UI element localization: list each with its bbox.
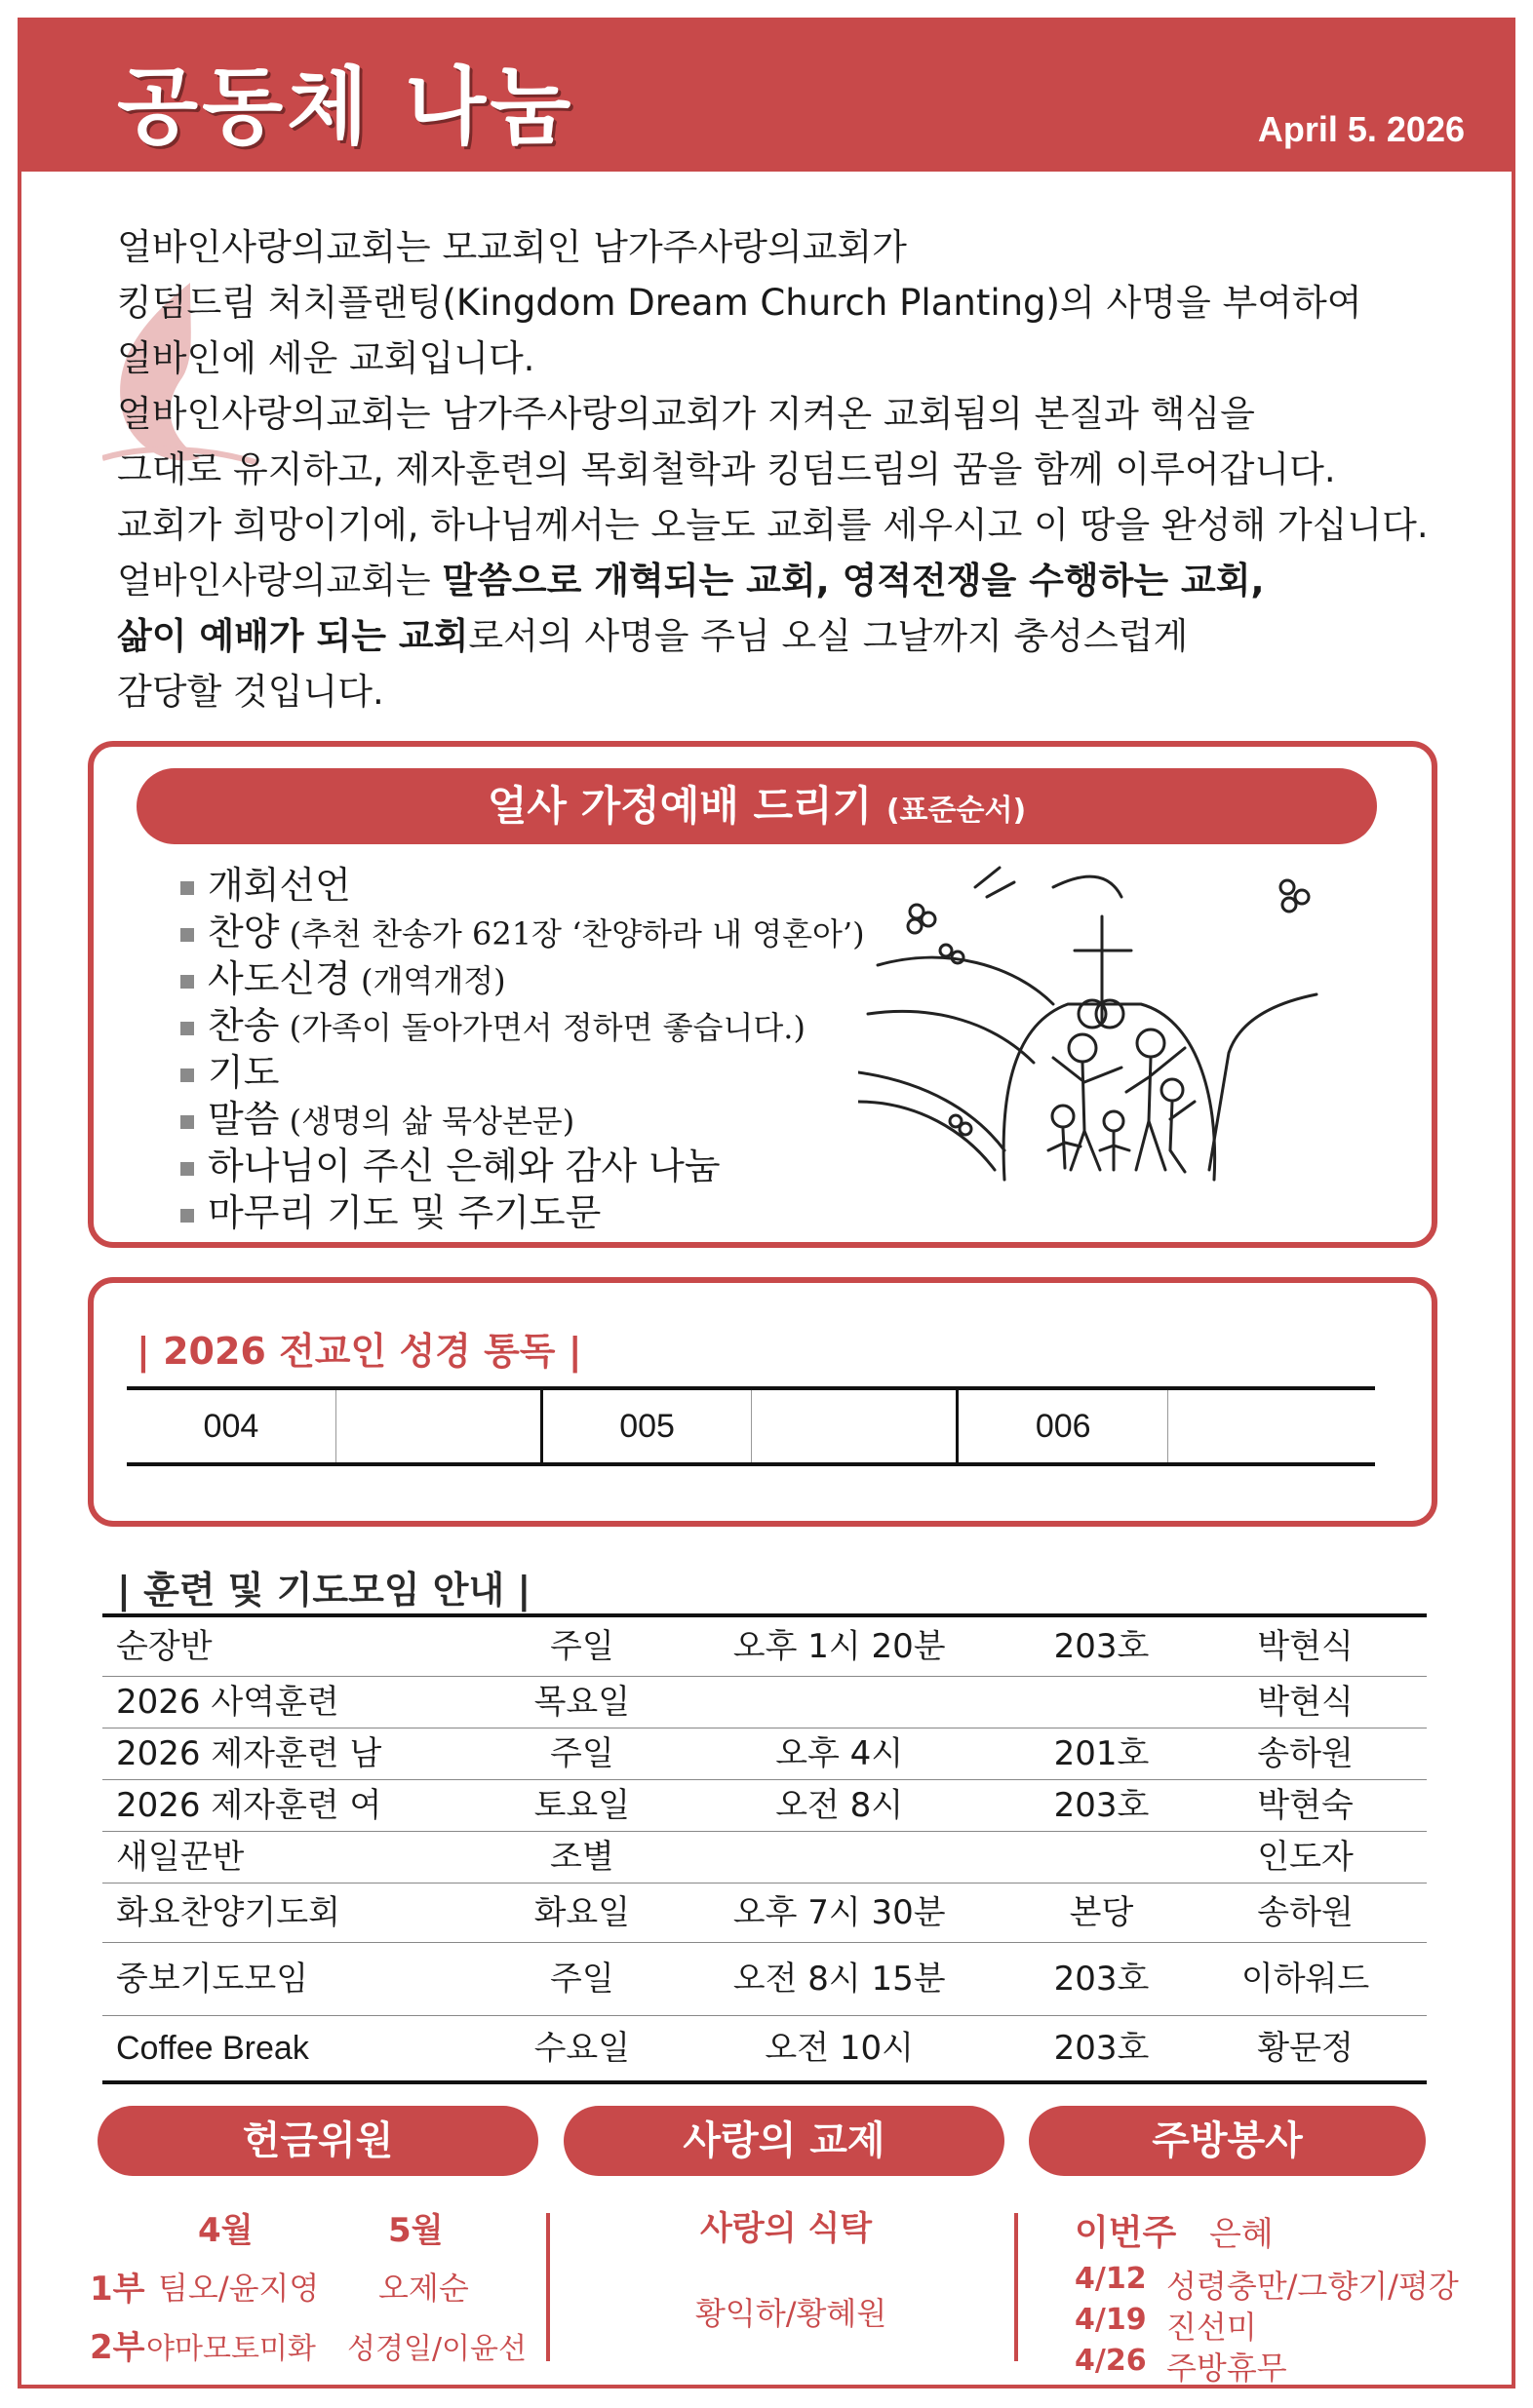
row-room: 203호: [1053, 1786, 1150, 1825]
reading-blank: [336, 1390, 543, 1462]
table-row: [102, 1884, 1427, 1943]
intro-text-span: 로서의 사명을 주님 오실 그날까지 충성스럽게: [468, 615, 1189, 657]
service-2: 2부: [90, 2328, 145, 2367]
intro-text: [117, 219, 1453, 719]
row-day: 주일: [550, 1960, 614, 1999]
item-label: 기도: [208, 1051, 280, 1094]
intro-emphasis: 삶이 예배가 되는 교회: [117, 615, 469, 657]
bible-reading-table: [127, 1386, 1375, 1466]
bullet-square-icon: [180, 1115, 194, 1129]
intro-line: 얼바인사랑의교회는 모교회인 남가주사랑의교회가: [117, 226, 907, 268]
intro-line: 얼바인에 세운 교회입니다.: [117, 337, 535, 379]
item-note: (가족이 돌아가면서 정하면 좋습니다.): [279, 1009, 806, 1046]
list-item: [180, 956, 865, 1003]
intro-text-span: 얼바인사랑의교회는: [117, 560, 443, 602]
item-label: 찬송: [208, 1004, 280, 1047]
intro-line: 킹덤드림 처치플랜팅(Kingdom Dream Church Planting)의 사명을 부여하여: [117, 282, 1362, 324]
service-2-april: 야마모토미화: [146, 2332, 316, 2366]
kitchen-team: 성령충만/그향기/평강: [1166, 2268, 1459, 2305]
item-label: 하나님이 주신 은혜와 감사 나눔: [208, 1145, 721, 1187]
worship-order-list: [180, 863, 865, 1237]
month-may: 5월: [388, 2211, 444, 2250]
row-room: [1019, 1677, 1184, 1728]
divider: [1014, 2213, 1018, 2361]
intro-line: [117, 553, 1453, 608]
row-name: 2026 제자훈련 남: [116, 1734, 382, 1773]
row-day: 토요일: [533, 1786, 631, 1825]
row-name: 2026 사역훈련: [116, 1683, 339, 1722]
table-row: [102, 1943, 1427, 2016]
kitchen-team: 주방휴무: [1166, 2350, 1287, 2387]
row-day: 조별: [550, 1838, 614, 1877]
row-time: 오후 4시: [775, 1734, 904, 1773]
this-week-label: 이번주: [1075, 2213, 1177, 2253]
list-item: [180, 1190, 865, 1237]
item-note: (개역개정): [350, 962, 506, 999]
list-item: [180, 863, 865, 910]
row-room: 203호: [1053, 1960, 1150, 1999]
bullet-square-icon: [180, 1068, 194, 1082]
bullet-square-icon: [180, 881, 194, 895]
family-worship-title: [137, 768, 1377, 844]
list-item: [180, 1097, 865, 1144]
love-table-label: 사랑의 식탁: [700, 2209, 873, 2248]
training-table: [102, 1613, 1427, 2084]
row-leader: 황문정: [1257, 2029, 1354, 2068]
row-day: 주일: [550, 1627, 614, 1666]
row-leader: 박현식: [1257, 1627, 1354, 1666]
item-note: (생명의 삶 묵상본문): [279, 1103, 575, 1140]
kitchen-date: 4/12: [1075, 2262, 1147, 2296]
worship-title-text: 얼사 가정예배 드리기: [487, 782, 873, 830]
offering-title: 헌금위원: [98, 2106, 538, 2176]
service-1-april: 팀오/윤지영: [158, 2270, 320, 2307]
bible-reading-title: | 2026 전교인 성경 통독 |: [137, 1330, 582, 1373]
row-day: 목요일: [533, 1683, 631, 1722]
kitchen-date: 4/19: [1075, 2303, 1147, 2337]
row-room: 203호: [1053, 1627, 1150, 1666]
list-item: [180, 1003, 865, 1050]
this-week-team: 은혜: [1209, 2215, 1274, 2254]
fellowship-title: 사랑의 교제: [564, 2106, 1004, 2176]
row-room: 본당: [1069, 1893, 1134, 1932]
table-row: [102, 1780, 1427, 1832]
row-time: 오전 10시: [765, 2029, 914, 2068]
bullet-square-icon: [180, 975, 194, 989]
row-time: [660, 1832, 1019, 1883]
love-table-names: 황익하/황혜원: [695, 2295, 887, 2332]
intro-line: 감당할 것입니다.: [117, 671, 384, 713]
list-item: [180, 910, 865, 956]
bullet-square-icon: [180, 928, 194, 942]
intro-line: 교회가 희망이기에, 하나님께서는 오늘도 교회를 세우시고 이 땅을 완성해 가십니다.: [117, 504, 1429, 546]
table-row: [102, 2016, 1427, 2080]
worship-subtitle: (표준순서): [885, 794, 1027, 828]
intro-line: 그대로 유지하고, 제자훈련의 목회철학과 킹덤드림의 꿈을 함께 이루어갑니다.: [117, 448, 1336, 490]
service-1: 1부: [90, 2270, 145, 2309]
bullet-square-icon: [180, 1022, 194, 1035]
training-title: | 훈련 및 기도모임 안내 |: [117, 1569, 531, 1612]
table-row: [102, 1832, 1427, 1884]
reading-day: 006: [959, 1390, 1168, 1462]
row-leader: 이하워드: [1240, 1960, 1370, 1999]
row-name: 중보기도모임: [116, 1960, 309, 1999]
row-room: 203호: [1053, 2029, 1150, 2068]
month-april: 4월: [198, 2211, 254, 2250]
service-2-may: 성경일/이윤선: [347, 2332, 527, 2366]
row-name: Coffee Break: [116, 2030, 309, 2067]
row-day: 화요일: [533, 1893, 631, 1932]
row-leader: 박현식: [1257, 1683, 1354, 1722]
intro-emphasis: 말씀으로 개혁되는 교회, 영적전쟁을 수행하는 교회,: [442, 560, 1265, 602]
row-name: 새일꾼반: [116, 1838, 245, 1877]
row-leader: 송하원: [1257, 1893, 1354, 1932]
bullet-square-icon: [180, 1209, 194, 1223]
list-item: [180, 1144, 865, 1190]
row-name: 순장반: [116, 1627, 213, 1666]
table-row: [102, 1677, 1427, 1728]
row-time: [660, 1677, 1019, 1728]
kitchen-title: 주방봉사: [1029, 2106, 1426, 2176]
row-room: [1019, 1832, 1184, 1883]
item-label: 개회선언: [208, 864, 351, 907]
row-leader: 인도자: [1257, 1838, 1354, 1877]
item-label: 찬양: [208, 911, 280, 953]
row-leader: 박현숙: [1257, 1786, 1354, 1825]
bullet-square-icon: [180, 1162, 194, 1176]
row-name: 2026 제자훈련 여: [116, 1786, 382, 1825]
item-note: (추천 찬송가 621장 ‘찬양하라 내 영혼아’): [279, 915, 865, 952]
row-time: 오전 8시 15분: [732, 1960, 946, 1999]
intro-line: 얼바인사랑의교회는 남가주사랑의교회가 지켜온 교회됨의 본질과 핵심을: [117, 393, 1255, 435]
row-day: 수요일: [533, 2029, 631, 2068]
reading-day: 004: [127, 1390, 336, 1462]
row-time: 오후 7시 30분: [732, 1893, 946, 1932]
divider: [546, 2213, 550, 2361]
row-leader: 송하원: [1257, 1734, 1354, 1773]
list-item: [180, 1050, 865, 1097]
row-day: 주일: [550, 1734, 614, 1773]
bulletin-date: April 5. 2026: [1257, 109, 1465, 149]
item-label: 말씀: [208, 1098, 280, 1141]
service-1-may: 오제순: [378, 2270, 469, 2307]
kitchen-date: 4/26: [1075, 2344, 1147, 2378]
reading-day: 005: [543, 1390, 753, 1462]
item-label: 마무리 기도 및 주기도문: [208, 1191, 602, 1234]
item-label: 사도신경: [208, 957, 351, 1000]
row-name: 화요찬양기도회: [116, 1893, 340, 1932]
reading-blank: [1168, 1390, 1375, 1462]
kitchen-team: 진선미: [1166, 2309, 1257, 2346]
row-time: 오전 8시: [775, 1786, 904, 1825]
row-time: 오후 1시 20분: [732, 1627, 946, 1666]
reading-blank: [752, 1390, 959, 1462]
church-family-illustration: [858, 858, 1365, 1219]
page-title: 공동체 나눔: [117, 58, 575, 156]
row-room: 201호: [1053, 1734, 1150, 1773]
table-row: [102, 1617, 1427, 1677]
intro-line: [117, 608, 1453, 664]
table-row: [102, 1728, 1427, 1780]
